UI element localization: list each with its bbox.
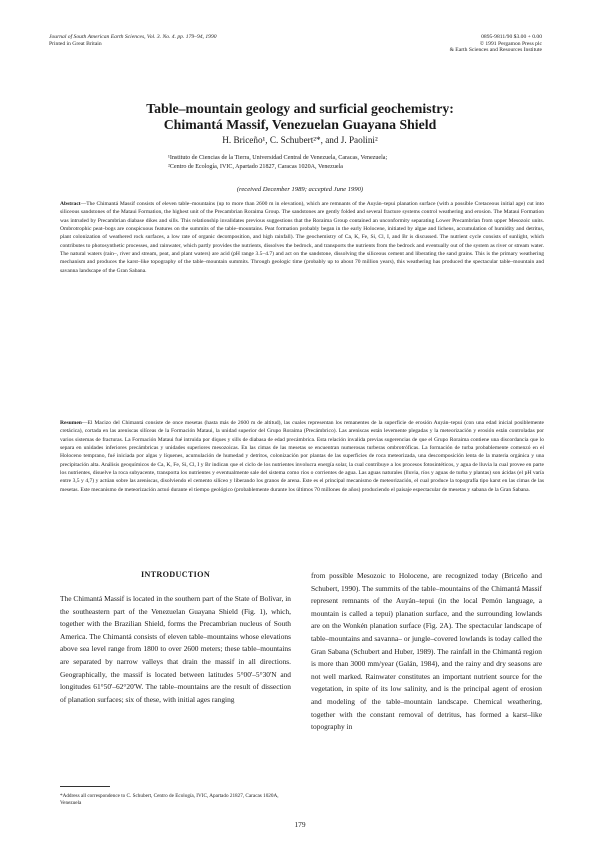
resumen-label: Resumen (60, 420, 82, 426)
body-column-right (311, 570, 542, 734)
title-line-1: Table–mountain geology and surficial geochemistry: (146, 101, 454, 116)
received-dates: (received December 1989; accepted June 1990) (236, 186, 364, 193)
affiliation-2: ²Centro de Ecología, IVIC, Apartado 21827, Caracas 1020A, Venezuela (168, 164, 343, 170)
abstract-text: —The Chimantá Massif consists of eleven table–mountains (up to more than 2600 m in elevation), which are remnants of the Auyán–tepui planation surface (with a possible Cretaceous initial age) cut into siliceous sandstones of the Mataui Formation, the highest unit of the Precambrian Roraima Group. The sandstones are gently folded and several fracture systems control weathering and erosion. The Mataui Formation was intruded by Precambrian diabase dikes and sills. This relationship invalidates previous suggestions that the Roraima Group contained an unconformity separating Lower Precambrian from upper Mesozoic units. Ombrotrophic peat–bogs are conspicuous features on the summits of the table–mountains. Peat formation probably began in the early Holocene, initiated by algae and lichens, accumulation of humidity and detritus, plant colonization of weathered rock surfaces, a low rate of organic decomposition, and high rainfall). The geochemistry of Ca, K, Fe, Si, Cl, I, and Br is discussed. The nutrient cycle consists of sunlight, which contributes to photosynthetic processes, and rainwater, which partly provides the nutrients, dissolves the bedrock, and transports the nutrients from the bedrock and eventually out of the system as river or stream water. The natural waters (rain–, river and stream, peat, and plant waters) are acid (pH range 3.5–4.7) and act on the sandstone, dissolving the siliceous cement and liberating the sand grains. This is the primary weathering mechanism and produces the karst–like topography of the table–mountain summits. Through geologic time (probably up to about 70 million years), this weathering has produced the spectacular table–mountain and savanna landscape of the Gran Sabana. (60, 201, 544, 274)
publisher-line: & Earth Sciences and Resources Institute (449, 47, 542, 54)
body-column-left (60, 593, 291, 706)
title-line-2: Chimantá Massif, Venezuelan Guayana Shield (163, 117, 437, 132)
intro-paragraph-left: The Chimantá Massif is located in the southern part of the State of Bolívar, in the southeastern part of the Venezuelan Guayana Shield (Fig. 1), which, together with the Brazilian Shield, forms the Precambrian nucleus of South America. The Chimantá consists of eleven table–mountains whose elevations above sea level range from 1800 to over 2600 meters; these table–mountains are separated by narrow valleys that drain the massif in all directions. Geographically, the massif is located between latitudes 5°00'–5°30'N and longitudes 61°50'–62°20'W. The table–mountains are the result of dissection of planation surfaces; six of these, with initial ages ranging (60, 594, 291, 704)
resumen (60, 419, 544, 494)
copyright-header (450, 34, 542, 54)
printed-in: Printed in Great Britain (49, 40, 102, 47)
affiliations (168, 154, 387, 172)
paper-title (40, 101, 560, 133)
intro-paragraph-right: from possible Mesozoic to Holocene, are recognized today (Briceño and Schubert, 1990). The summits of the table–mountains of the Chimantá Massif represent remnants of the Auyán–tepui (in the local Pemón language, a mountain is called a tepui) planation surface, and the surrounding lowlands are on the Wonkén planation surface (Fig. 2A). The spectacular landscape of table–mountains and savanna– or jungle–covered lowlands is today called the Gran Sabana (Schubert and Huber, 1989). The rainfall in the Chimantá region is more than 3000 mm/year (Galán, 1984), and the rainy and dry seasons are not well marked. Rainwater constitutes an important nutrient source for the vegetation, in spite of its low salinity, and is the principal agent of erosion and modeling of the table–mountain landscape. Chemical weathering, together with the constant removal of detritus, has formed a karst–like topography in (311, 571, 542, 732)
abstract (60, 200, 544, 275)
issn-price: 0895-9811/90 $3.00 + 0.00 (481, 34, 542, 40)
journal-header (49, 34, 217, 47)
footnote: *Address all correspondence to C. Schubert, Centro de Ecología, IVIC, Apartado 21827, Caracas 1020A, Venezuela (60, 793, 279, 807)
page-number: 179 (294, 820, 306, 829)
author-list: H. Briceño¹, C. Schubert²*, and J. Paolini² (222, 135, 378, 145)
affiliation-1: ¹Instituto de Ciencias de la Tierra, Universidad Central de Venezuela, Caracas, Venezuela; (168, 155, 388, 161)
section-heading-introduction: INTRODUCTION (140, 570, 211, 579)
journal-citation: Journal of South American Earth Sciences, Vol. 3. No. 4. pp. 179–94, 1990 (49, 34, 217, 40)
abstract-label: Abstract (60, 201, 81, 207)
copyright-line: © 1991 Pergamon Press plc (479, 40, 542, 47)
footnote-divider (60, 786, 110, 787)
resumen-text: —El Macizo del Chimantá consiste de once mesetas (hasta más de 2600 m de altitud), las cuales representan los remanentes de la superficie de erosión Auyán–tepui (con una edad inicial posiblemente cretácica), cortada en las areniscas silíceas de la Formación Mataui, la unidad superior del Grupo Roraima (Precámbrico). Las areniscas están levemente plegadas y la meteorización y erosión están controladas por varios sistemas de fracturas. La Formación Mataui fué intruida por diques y sills de diabasa de edad precámbrica. Esta relación invalida previas sugerencias de que el Grupo Roraima contiene una discordancia que lo separa en unidades inferiores precámbricas y unidades superiores mesozoicas. En las cimas de las mesetas se encuentran numerosas turberas ombrotróficas. La formación de turba probablemente comenzó en el Holoceno temprano, fué iniciada por algas y líquenes, acumulación de humedad y detritos, colonización por plantas de las superficies de roca meteorizada, una descomposición lenta de la materia orgánica y una precipitación alta. Análisis geoquímicos de Ca, K, Fe, Si, Cl, I y Br indican que el ciclo de los nutrientes involucra energía solar, la cual contribuye a los procesos fotosintéticos, y agua de lluvia la cual provee en parte los nutrientes, disuelve la roca subyacente, transporta los nutrientes y eventualmente sale del sistema como ríos o corrientes de agua. Las aguas naturales (lluvia, ríos y aguas de turba y plantas) son ácidas (el pH varía entre 3,5 y 4,7) y actúan sobre las areniscas, disolviendo el cemento silíceo y liberando los granos de arena. Este es el principal mecanismo de meteorización, el cual produce la topografía tipo karst en las cimas de las mesetas. Este mecanismo de meteorización actuó durante el tiempo geológico (probablemente durante los últimos 70 millones de años) produciendo el paisaje espectacular de mesetas y sabana de la Gran Sabana. (60, 420, 544, 493)
